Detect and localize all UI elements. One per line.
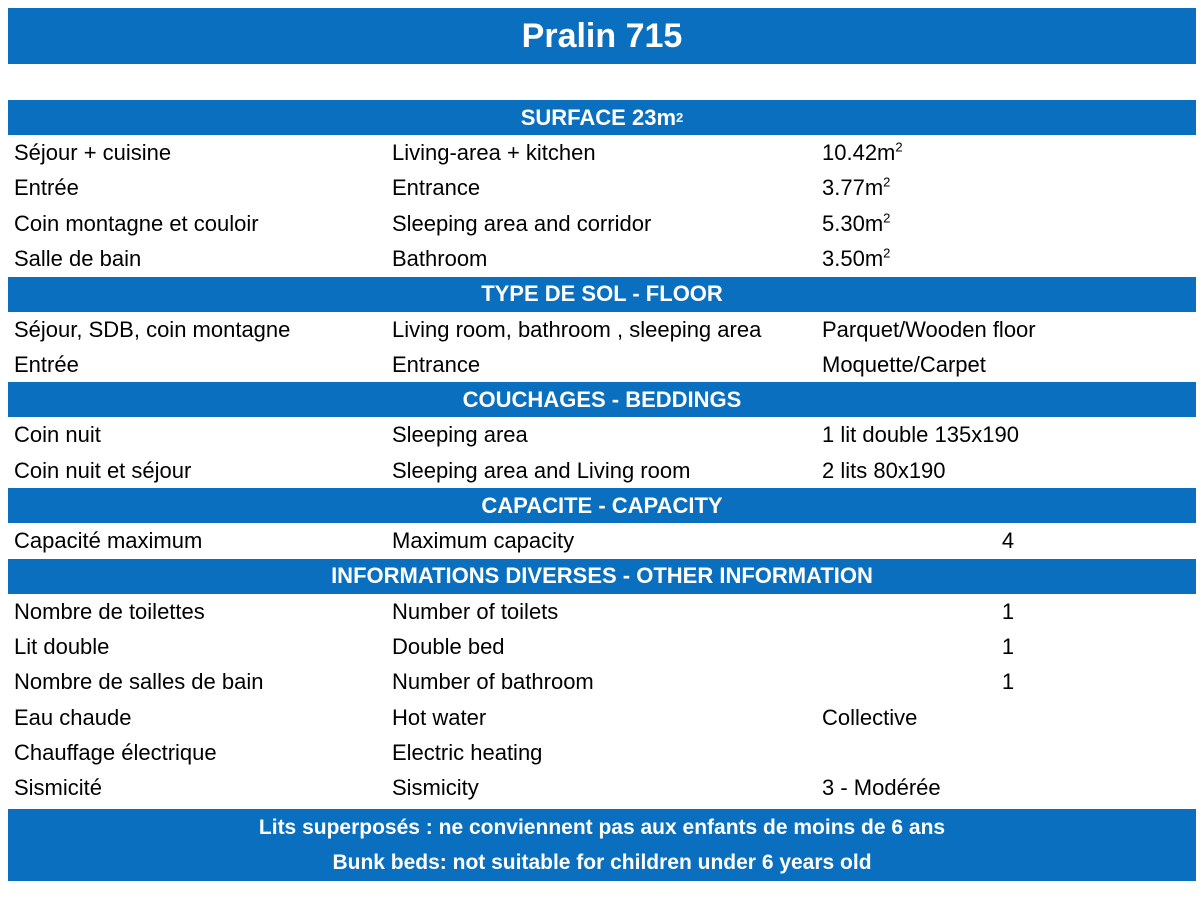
value-number: 1 xyxy=(1001,669,1015,695)
area-value: 3.50m xyxy=(822,246,884,272)
label-fr: Chauffage électrique xyxy=(14,740,217,766)
table-row xyxy=(8,664,1196,699)
surface-header-text: SURFACE 23m xyxy=(520,104,677,130)
section-header-beddings: COUCHAGES - BEDDINGS xyxy=(8,382,1196,417)
label-fr: Coin nuit et séjour xyxy=(14,457,192,483)
label-fr: Lit double xyxy=(14,633,110,659)
label-fr: Coin nuit xyxy=(14,422,101,448)
label-fr: Capacité maximum xyxy=(14,528,203,554)
value-number: 1 xyxy=(1001,598,1015,624)
area-unit-sup: 2 xyxy=(883,245,891,261)
area-value: 3.77m xyxy=(822,175,884,201)
section-header-floor: TYPE DE SOL - FLOOR xyxy=(8,277,1196,312)
table-row xyxy=(8,453,1196,488)
table-row xyxy=(8,347,1196,382)
page-title: Pralin 715 xyxy=(8,8,1196,64)
surface-header-sup: 2 xyxy=(676,110,684,125)
table-row xyxy=(8,417,1196,452)
table-row xyxy=(8,700,1196,735)
table-row xyxy=(8,206,1196,241)
value: Parquet/Wooden floor xyxy=(822,316,1036,342)
label-fr: Entrée xyxy=(14,351,79,377)
label-en: Entrance xyxy=(392,175,481,201)
warning-line-en: Bunk beds: not suitable for children under 6 years old xyxy=(332,851,872,874)
table-row xyxy=(8,770,1196,805)
bunk-bed-warning xyxy=(8,809,1196,881)
label-en: Sismicity xyxy=(392,775,479,801)
label-en: Sleeping area xyxy=(392,422,528,448)
label-fr: Eau chaude xyxy=(14,704,132,730)
label-fr: Entrée xyxy=(14,175,79,201)
label-en: Entrance xyxy=(392,351,481,377)
value: Moquette/Carpet xyxy=(822,351,986,377)
table-row xyxy=(8,170,1196,205)
info-table xyxy=(8,100,1196,806)
label-en: Double bed xyxy=(392,633,505,659)
label-fr: Séjour, SDB, coin montagne xyxy=(14,316,291,342)
label-fr: Séjour + cuisine xyxy=(14,140,172,165)
warning-line-fr: Lits superposés : ne conviennent pas aux enfants de moins de 6 ans xyxy=(258,816,946,839)
label-en: Living room, bathroom , sleeping area xyxy=(392,316,762,342)
table-row xyxy=(8,594,1196,629)
label-en: Number of toilets xyxy=(392,598,559,624)
section-header-capacity: CAPACITE - CAPACITY xyxy=(8,488,1196,523)
label-en: Bathroom xyxy=(392,246,488,272)
value-number: 1 xyxy=(1001,633,1015,659)
label-en: Electric heating xyxy=(392,740,543,766)
label-en: Sleeping area and corridor xyxy=(392,210,652,236)
area-value: 5.30m xyxy=(822,210,884,236)
label-fr: Sismicité xyxy=(14,775,103,801)
table-row xyxy=(8,735,1196,770)
label-fr: Nombre de toilettes xyxy=(14,598,205,624)
label-en: Hot water xyxy=(392,704,487,730)
area-unit-sup: 2 xyxy=(883,175,891,191)
value: Collective xyxy=(822,704,918,730)
table-row xyxy=(8,629,1196,664)
label-en: Number of bathroom xyxy=(392,669,594,695)
area-value: 10.42m xyxy=(822,140,896,165)
section-header-other: INFORMATIONS DIVERSES - OTHER INFORMATION xyxy=(8,559,1196,594)
value: 2 lits 80x190 xyxy=(822,457,946,483)
area-unit-sup: 2 xyxy=(883,210,891,226)
label-en: Living-area + kitchen xyxy=(392,140,596,165)
value xyxy=(822,241,890,276)
table-row xyxy=(8,135,1196,170)
value-number: 4 xyxy=(1001,528,1015,554)
table-row xyxy=(8,312,1196,347)
value: 3 - Modérée xyxy=(822,775,941,801)
value: 1 lit double 135x190 xyxy=(822,422,1019,448)
table-row xyxy=(8,523,1196,558)
area-unit-sup: 2 xyxy=(895,139,903,155)
section-header-surface xyxy=(8,100,1196,135)
value xyxy=(822,206,890,241)
label-en: Maximum capacity xyxy=(392,528,575,554)
table-row xyxy=(8,241,1196,276)
label-fr: Salle de bain xyxy=(14,246,142,272)
value xyxy=(822,170,890,205)
label-fr: Nombre de salles de bain xyxy=(14,669,264,695)
label-en: Sleeping area and Living room xyxy=(392,457,691,483)
label-fr: Coin montagne et couloir xyxy=(14,210,259,236)
value xyxy=(822,135,903,170)
